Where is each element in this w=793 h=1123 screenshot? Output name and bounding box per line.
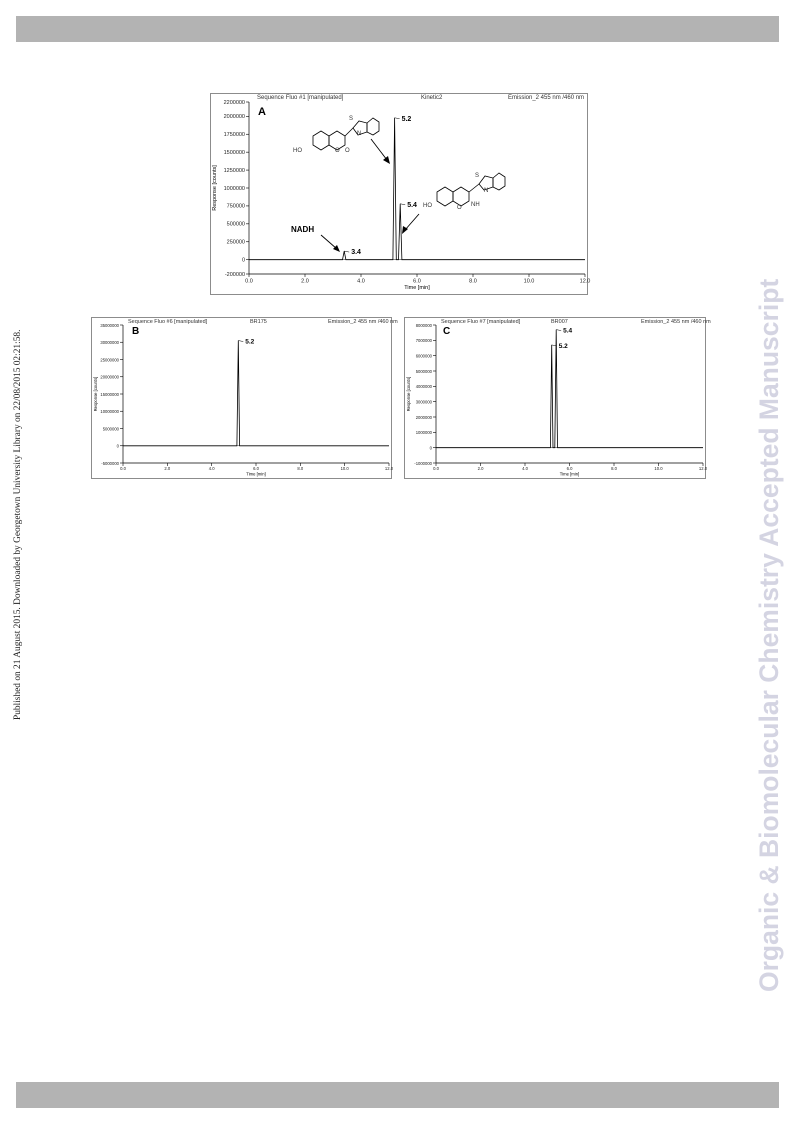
y-axis-label: Response [counts] — [93, 376, 98, 412]
y-axis-label: Response [counts] — [406, 376, 411, 412]
chart-b-svg — [92, 318, 394, 478]
x-tick-label: 10.0 — [654, 466, 663, 472]
struct2-ho-label: HO — [423, 203, 432, 209]
y-tick-label: 3000000 — [415, 399, 432, 405]
x-axis-label: Time [min] — [246, 471, 266, 477]
footer-bar — [16, 1082, 779, 1108]
y-tick-label: 4000000 — [415, 384, 432, 390]
panel-c-header-right: Emission_2 455 nm /460 nm — [641, 319, 711, 325]
y-tick-label: 10000000 — [100, 409, 119, 415]
y-tick-label: 20000000 — [100, 374, 119, 380]
peak-leader — [556, 330, 561, 331]
panel-c-header-left: Sequence Fluo #7 [manipulated] — [441, 319, 521, 325]
y-tick-label: -200000 — [224, 271, 245, 278]
journal-watermark — [754, 130, 788, 1000]
struct2-n-label: N — [484, 188, 489, 194]
struct2-nh-label: NH — [471, 202, 480, 208]
iminocoumarin-structure-icon — [427, 164, 513, 214]
x-tick-label: 10.0 — [523, 278, 535, 285]
panel-a-label: A — [258, 106, 266, 118]
chromatogram-trace — [436, 327, 703, 448]
x-tick-label: 4.0 — [522, 466, 528, 472]
panel-c-header-center: BR007 — [551, 319, 568, 325]
y-tick-label: 750000 — [226, 203, 245, 210]
panel-a-header-center: Kinetic2 — [421, 95, 443, 101]
panel-b-header-center: BR175 — [250, 319, 267, 325]
struct1-s-label: S — [349, 116, 354, 122]
peak-label: 3.4 — [351, 249, 361, 257]
peak-label: 5.2 — [401, 115, 412, 123]
x-axis-label: Time [min] — [559, 471, 580, 477]
x-tick-label: 12.0 — [384, 466, 394, 472]
x-tick-label: 6.0 — [253, 466, 259, 472]
peak-label: 5.4 — [407, 201, 417, 209]
header-bar — [16, 16, 779, 42]
panel-b-header-right: Emission_2 455 nm /460 nm — [328, 319, 398, 325]
y-tick-label: -5000000 — [101, 460, 119, 466]
x-tick-label: 10.0 — [340, 466, 349, 472]
panel-b-header-left: Sequence Fluo #6 [manipulated] — [128, 319, 208, 325]
nadh-label: NADH — [291, 225, 315, 234]
x-tick-label: 6.0 — [413, 278, 421, 285]
y-tick-label: 5000000 — [415, 368, 432, 374]
panel-a-header-right: Emission_2 455 nm /460 nm — [508, 95, 585, 101]
y-tick-label: 2000000 — [415, 414, 432, 420]
y-tick-label: 2000000 — [223, 114, 245, 121]
panel-b-label: B — [132, 326, 140, 337]
x-tick-label: 4.0 — [208, 466, 215, 472]
chromatogram-trace — [123, 338, 389, 446]
y-tick-label: 0 — [241, 257, 245, 264]
struct1-n-label: N — [357, 131, 362, 137]
y-tick-label: -1000000 — [414, 460, 432, 466]
y-tick-label: 0 — [429, 445, 432, 451]
x-tick-label: 0.0 — [245, 278, 253, 285]
y-tick-label: 35000000 — [100, 322, 119, 328]
x-tick-label: 8.0 — [611, 466, 617, 472]
x-tick-label: 8.0 — [297, 466, 304, 472]
y-tick-label: 1500000 — [223, 149, 245, 156]
x-tick-label: 8.0 — [469, 278, 477, 285]
publication-note-text: Published on 21 August 2015. Downloaded by Georgetown University Library on 22/08/2015 02:21:58. — [13, 329, 23, 720]
y-tick-label: 1000000 — [223, 185, 245, 192]
x-axis-label: Time [min] — [404, 285, 430, 291]
publication-note — [13, 270, 25, 720]
struct2-o-label: O — [457, 205, 462, 211]
journal-watermark-text: Organic & Biomolecular Chemistry Accepted Manuscript — [754, 278, 784, 992]
struct1-o-label: O — [335, 148, 340, 154]
y-tick-label: 25000000 — [100, 357, 119, 363]
x-tick-label: 0.0 — [120, 466, 126, 472]
x-tick-label: 2.0 — [301, 278, 309, 285]
x-tick-label: 12.0 — [579, 278, 591, 285]
x-tick-label: 12.0 — [698, 466, 708, 472]
struct2-s-label: S — [475, 173, 480, 179]
peak-leader — [238, 341, 243, 342]
y-tick-label: 8000000 — [415, 322, 432, 328]
peak-label: 5.2 — [558, 342, 568, 350]
y-tick-label: 1750000 — [223, 132, 245, 139]
y-tick-label: 250000 — [226, 239, 245, 246]
annotation-arrows — [211, 94, 587, 294]
y-axis-label: Response [counts] — [212, 165, 218, 211]
x-tick-label: 4.0 — [357, 278, 365, 285]
x-tick-label: 2.0 — [164, 466, 171, 472]
chart-c-svg — [405, 318, 708, 478]
chart-panel-a — [210, 93, 591, 295]
struct1-ho-label: HO — [293, 148, 302, 154]
y-tick-label: 6000000 — [415, 353, 432, 359]
peak-label: 5.4 — [563, 327, 573, 335]
y-tick-label: 15000000 — [100, 391, 119, 397]
y-tick-label: 30000000 — [100, 340, 119, 346]
y-tick-label: 0 — [116, 443, 119, 449]
y-tick-label: 2200000 — [223, 99, 245, 106]
y-tick-label: 1000000 — [415, 430, 432, 436]
y-tick-label: 5000000 — [102, 426, 119, 432]
y-tick-label: 500000 — [226, 221, 245, 228]
struct1-o2-label: O — [345, 148, 350, 154]
panel-a-header-left: Sequence Fluo #1 [manipulated] — [257, 95, 344, 101]
panel-c-label: C — [443, 326, 451, 337]
chart-panel-b — [91, 317, 398, 479]
y-tick-label: 1250000 — [223, 167, 245, 174]
chart-panel-c — [404, 317, 711, 479]
x-tick-label: 2.0 — [477, 466, 484, 472]
peak-label: 5.2 — [245, 338, 255, 346]
x-tick-label: 0.0 — [433, 466, 439, 472]
x-tick-label: 6.0 — [566, 466, 573, 472]
y-tick-label: 7000000 — [415, 338, 432, 344]
